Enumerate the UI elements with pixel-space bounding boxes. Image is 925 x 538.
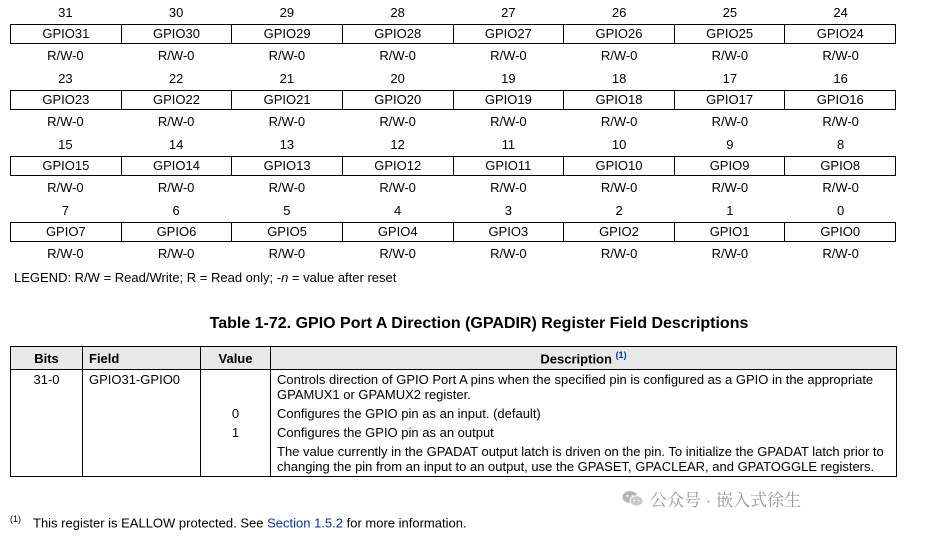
bit-number: 14 bbox=[168, 136, 184, 152]
cell-bits: 31-0 bbox=[11, 370, 83, 405]
bit-access: R/W-0 bbox=[600, 179, 638, 195]
header-value: Value bbox=[201, 347, 271, 370]
bit-number: 6 bbox=[172, 202, 180, 218]
bit-name-row bbox=[10, 156, 896, 176]
cell-bits bbox=[11, 423, 83, 442]
legend-italic: n bbox=[281, 270, 289, 285]
register-group-31-24 bbox=[10, 0, 896, 66]
bit-access: R/W-0 bbox=[822, 113, 859, 129]
bit-access: R/W-0 bbox=[47, 113, 84, 129]
bit-name: GPIO26 bbox=[564, 25, 675, 43]
bit-access: R/W-0 bbox=[711, 113, 749, 129]
bit-name: GPIO13 bbox=[232, 157, 343, 175]
bit-number: 20 bbox=[390, 70, 405, 86]
bit-number: 21 bbox=[279, 70, 295, 86]
bit-name: GPIO25 bbox=[675, 25, 786, 43]
field-description-table bbox=[10, 346, 897, 477]
bit-number-row bbox=[10, 0, 896, 24]
table-row bbox=[11, 370, 897, 405]
bit-name: GPIO23 bbox=[11, 91, 122, 109]
footnote-text-after: for more information. bbox=[343, 515, 467, 531]
bit-name-row bbox=[10, 90, 896, 110]
bit-number: 16 bbox=[833, 70, 848, 86]
bit-number: 31 bbox=[58, 4, 73, 20]
watermark bbox=[622, 486, 801, 511]
footnote-marker: (1) bbox=[10, 514, 21, 524]
bit-name: GPIO19 bbox=[454, 91, 565, 109]
bit-name: GPIO4 bbox=[343, 223, 454, 241]
bit-number-row bbox=[10, 66, 896, 90]
bit-name: GPIO24 bbox=[816, 26, 864, 41]
bit-number: 2 bbox=[615, 202, 623, 218]
bit-name: GPIO5 bbox=[232, 223, 343, 241]
bit-name: GPIO3 bbox=[454, 223, 565, 241]
header-description bbox=[271, 347, 897, 370]
bit-name-row bbox=[10, 24, 896, 44]
cell-value bbox=[201, 442, 271, 477]
bit-access: R/W-0 bbox=[822, 245, 859, 261]
bit-number: 13 bbox=[279, 136, 295, 152]
bit-access: R/W-0 bbox=[379, 245, 416, 261]
bit-number: 30 bbox=[168, 4, 184, 20]
table-row bbox=[11, 442, 897, 477]
bit-number-row bbox=[10, 198, 896, 222]
watermark-text: 公众号 · 嵌入式徐生 bbox=[650, 491, 802, 510]
bit-name: GPIO6 bbox=[122, 223, 233, 241]
bit-number: 18 bbox=[611, 70, 627, 86]
legend-prefix: LEGEND: R/W = Read/Write; R = Read only; - bbox=[14, 270, 282, 285]
bit-access: R/W-0 bbox=[157, 113, 195, 129]
bit-number: 10 bbox=[611, 136, 627, 152]
bit-access: R/W-0 bbox=[600, 47, 638, 63]
cell-bits bbox=[11, 442, 83, 477]
bit-number: 22 bbox=[168, 70, 184, 86]
bit-name: GPIO20 bbox=[343, 91, 454, 109]
bit-name: GPIO30 bbox=[122, 25, 233, 43]
bit-number: 8 bbox=[837, 136, 845, 152]
bit-name: GPIO18 bbox=[564, 91, 675, 109]
bit-number: 15 bbox=[58, 136, 73, 152]
bit-number-row bbox=[10, 132, 896, 156]
cell-value bbox=[201, 370, 271, 405]
footnote-text-before: This register is EALLOW protected. See bbox=[33, 515, 268, 531]
bit-number: 0 bbox=[837, 202, 845, 218]
bit-name: GPIO14 bbox=[122, 157, 233, 175]
cell-description: Configures the GPIO pin as an input. (default) bbox=[271, 404, 897, 423]
cell-description: The value currently in the GPADAT output latch is driven on the pin. To initialize the GPADAT latch prior to changing the pin from an input to an output, use the GPASET, GPACLEAR, and GPATOGGLE registers. bbox=[271, 442, 897, 477]
cell-field bbox=[83, 423, 201, 442]
bit-name: GPIO7 bbox=[11, 223, 122, 241]
cell-value: 0 bbox=[201, 404, 271, 423]
bit-name: GPIO22 bbox=[122, 91, 233, 109]
bit-access: R/W-0 bbox=[711, 245, 749, 261]
bit-number: 4 bbox=[394, 202, 402, 218]
bit-name: GPIO9 bbox=[675, 157, 786, 175]
cell-description: Configures the GPIO pin as an output bbox=[271, 423, 897, 442]
bit-name: GPIO15 bbox=[11, 157, 122, 175]
bit-name: GPIO10 bbox=[564, 157, 675, 175]
bit-access-row bbox=[10, 44, 896, 66]
register-bit-map bbox=[10, 0, 896, 264]
table-row bbox=[11, 404, 897, 423]
bit-name: GPIO2 bbox=[564, 223, 675, 241]
bit-number: 17 bbox=[722, 70, 738, 86]
bit-number: 25 bbox=[722, 4, 738, 20]
bit-access: R/W-0 bbox=[379, 179, 416, 195]
bit-name: GPIO1 bbox=[675, 223, 786, 241]
bit-number: 12 bbox=[390, 136, 405, 152]
bit-number: 1 bbox=[726, 202, 734, 218]
bit-access: R/W-0 bbox=[47, 47, 84, 63]
bit-access: R/W-0 bbox=[268, 47, 306, 63]
register-group-7-0 bbox=[10, 198, 896, 264]
bit-access: R/W-0 bbox=[711, 179, 749, 195]
cell-value: 1 bbox=[201, 423, 271, 442]
bit-access: R/W-0 bbox=[379, 47, 416, 63]
bit-access-row bbox=[10, 110, 896, 132]
bit-access: R/W-0 bbox=[268, 245, 306, 261]
bit-name: GPIO16 bbox=[816, 92, 864, 107]
bit-access: R/W-0 bbox=[822, 47, 859, 63]
bit-access: R/W-0 bbox=[600, 113, 638, 129]
bit-name: GPIO17 bbox=[675, 91, 786, 109]
table-header-row bbox=[11, 347, 897, 370]
bit-number: 5 bbox=[283, 202, 291, 218]
cell-field bbox=[83, 442, 201, 477]
bit-access: R/W-0 bbox=[157, 179, 195, 195]
register-legend bbox=[14, 270, 396, 285]
bit-name: GPIO21 bbox=[232, 91, 343, 109]
bit-number: 29 bbox=[279, 4, 295, 20]
wechat-icon bbox=[622, 490, 644, 508]
bit-name: GPIO8 bbox=[820, 158, 861, 173]
footnote-ref[interactable]: (1) bbox=[615, 349, 627, 360]
bit-access: R/W-0 bbox=[490, 245, 527, 261]
legend-suffix: = value after reset bbox=[288, 270, 397, 285]
bit-access-row bbox=[10, 176, 896, 198]
register-group-23-16 bbox=[10, 66, 896, 132]
register-group-15-8 bbox=[10, 132, 896, 198]
header-description-label: Description bbox=[540, 351, 612, 367]
bit-name: GPIO27 bbox=[454, 25, 565, 43]
bit-access: R/W-0 bbox=[822, 179, 859, 195]
bit-access: R/W-0 bbox=[47, 245, 84, 261]
bit-name: GPIO12 bbox=[343, 157, 454, 175]
bit-access: R/W-0 bbox=[157, 245, 195, 261]
bit-access: R/W-0 bbox=[490, 47, 527, 63]
table-title: Table 1-72. GPIO Port A Direction (GPADIR) Register Field Descriptions bbox=[209, 315, 749, 332]
bit-name-row bbox=[10, 222, 896, 242]
header-bits: Bits bbox=[11, 347, 83, 370]
bit-name: GPIO29 bbox=[232, 25, 343, 43]
section-link[interactable]: Section 1.5.2 bbox=[267, 515, 343, 531]
bit-access: R/W-0 bbox=[157, 47, 195, 63]
bit-number: 23 bbox=[58, 70, 73, 86]
cell-description: Controls direction of GPIO Port A pins when the specified pin is configured as a GPIO in the appropriate GPAMUX1 or GPAMUX2 register. bbox=[271, 370, 897, 405]
bit-access-row bbox=[10, 242, 896, 264]
bit-number: 24 bbox=[833, 4, 848, 20]
bit-number: 28 bbox=[390, 4, 405, 20]
bit-access: R/W-0 bbox=[268, 179, 306, 195]
footnote bbox=[10, 514, 467, 530]
cell-bits bbox=[11, 404, 83, 423]
bit-number: 19 bbox=[501, 70, 516, 86]
bit-access: R/W-0 bbox=[268, 113, 306, 129]
bit-number: 26 bbox=[611, 4, 627, 20]
bit-name: GPIO28 bbox=[343, 25, 454, 43]
cell-field bbox=[83, 404, 201, 423]
bit-access: R/W-0 bbox=[47, 179, 84, 195]
bit-number: 27 bbox=[501, 4, 516, 20]
bit-number: 11 bbox=[501, 136, 516, 152]
table-row bbox=[11, 423, 897, 442]
cell-field: GPIO31-GPIO0 bbox=[83, 370, 201, 405]
bit-number: 7 bbox=[61, 202, 69, 218]
bit-access: R/W-0 bbox=[490, 113, 527, 129]
bit-access: R/W-0 bbox=[711, 47, 749, 63]
bit-name: GPIO0 bbox=[820, 224, 861, 239]
bit-access: R/W-0 bbox=[490, 179, 527, 195]
bit-access: R/W-0 bbox=[379, 113, 416, 129]
bit-name: GPIO11 bbox=[454, 157, 565, 175]
bit-number: 3 bbox=[504, 202, 512, 218]
bit-number: 9 bbox=[726, 136, 734, 152]
header-field: Field bbox=[83, 347, 201, 370]
bit-name: GPIO31 bbox=[11, 25, 122, 43]
bit-access: R/W-0 bbox=[600, 245, 638, 261]
